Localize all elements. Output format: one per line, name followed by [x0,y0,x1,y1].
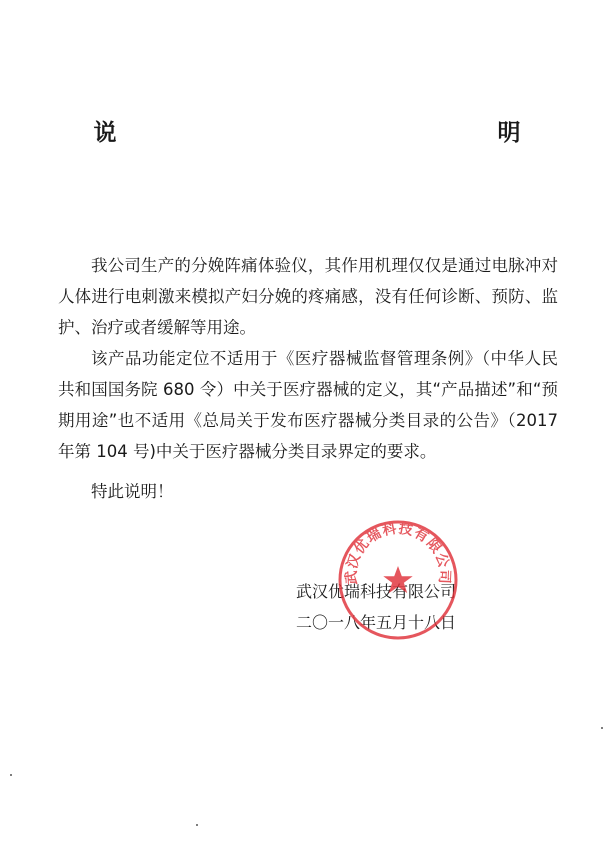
closing-statement: 特此说明！ [91,482,174,501]
company-name: 武汉优瑞科技有限公司 [296,582,457,601]
seal-text-path: 武汉优瑞科技有限公司 [343,520,453,585]
seal-star-icon [383,566,412,593]
scan-speck [601,727,603,729]
scan-speck [196,824,198,826]
company-seal-stamp [336,518,460,642]
paragraph-1: 我公司生产的分娩阵痛体验仪，其作用机理仅仅是通过电脉冲对人体进行电刺激来模拟产妇分娩的疼痛感，没有任何诊断、预防、监护、治疗或者缓解等用途。 [58,256,558,337]
document-date: 二〇一八年五月十八日 [296,613,457,632]
paragraph-2: 该产品功能定位不适用于《医疗器械监督管理条例》（中华人民共和国国务院 680 令）中关于医疗器械的定义，其“产品描述”和“预期用途”也不适用《总局关于发布医疗器械分类目录的公告》（2017 年第 104 号)中关于医疗器械分类目录界定的要求。 [58,349,558,461]
document-title: 说 明 [93,120,599,146]
document-body [58,250,558,467]
scan-speck [10,774,12,776]
